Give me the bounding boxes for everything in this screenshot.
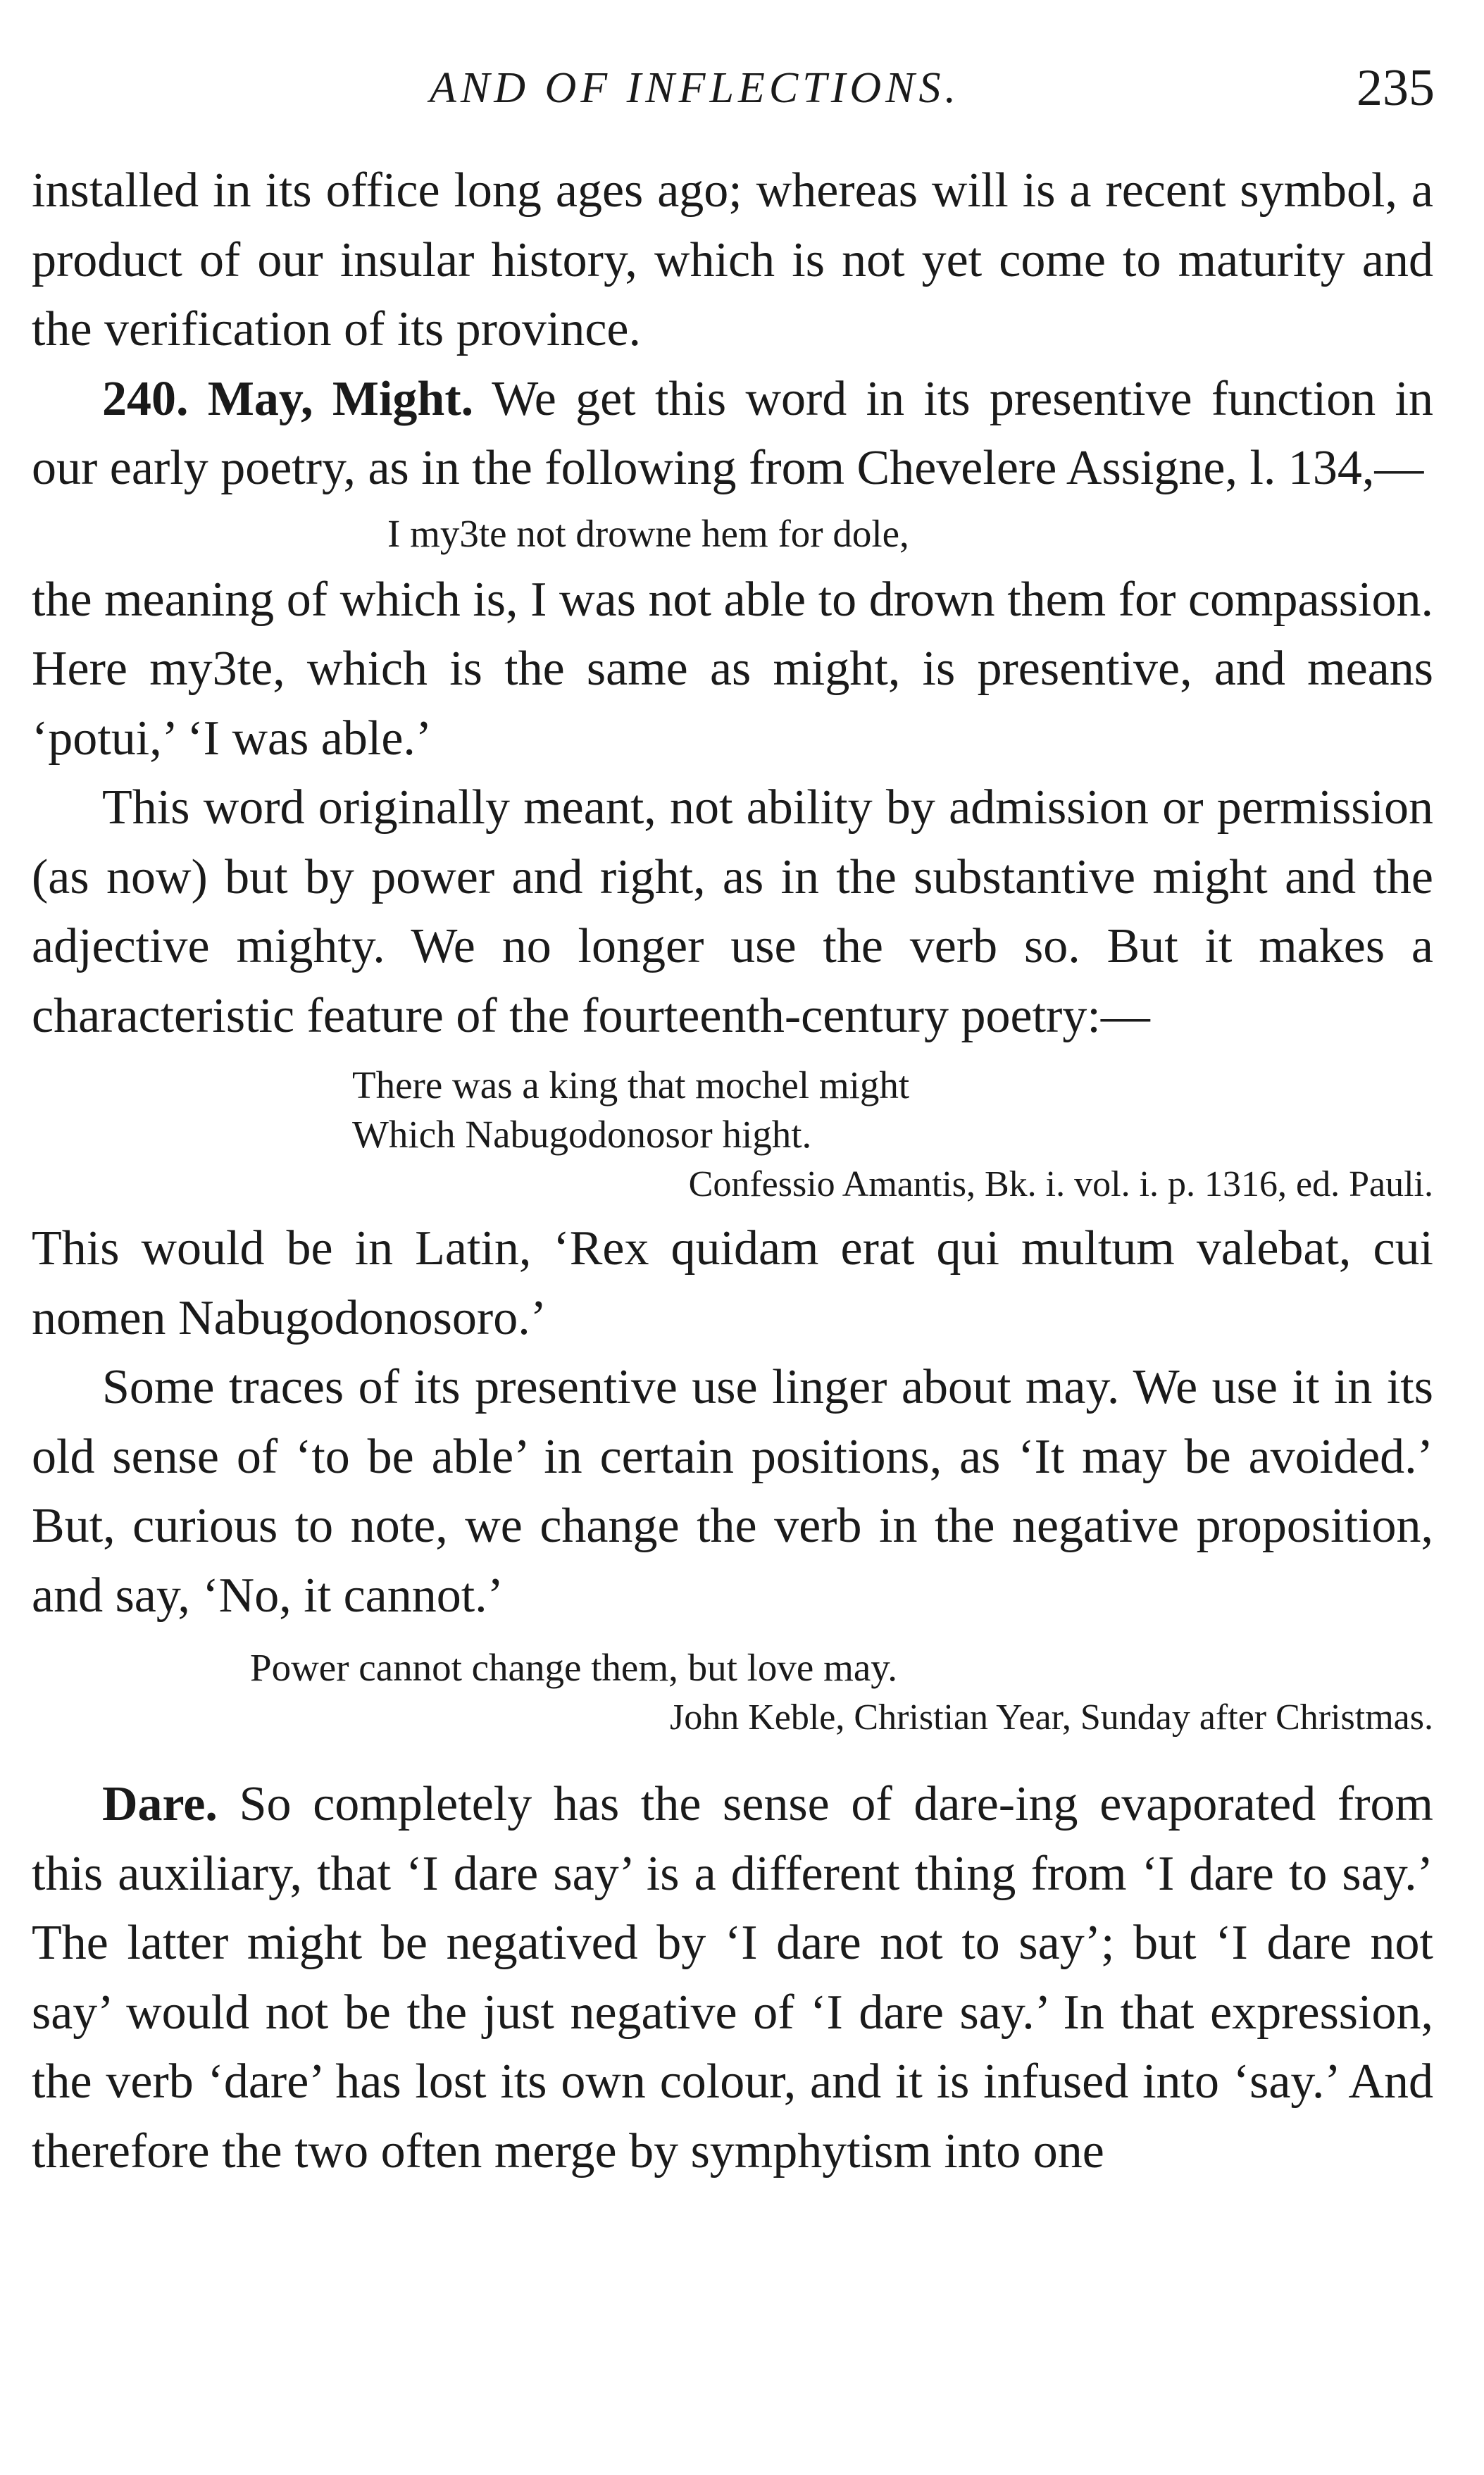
quotation-line-2: Which Nabugodonosor hight.	[352, 1113, 812, 1156]
page-number: 235	[1357, 59, 1435, 117]
page-header	[0, 49, 1484, 127]
paragraph-meaning: the meaning of which is, I was not able to drown them for compassion. Here my3te, which is the same as might, is presentive, and means ‘potui,’ ‘I was able.’	[32, 572, 1433, 766]
quotation-confessio	[32, 1051, 1433, 1159]
citation-confessio: Confessio Amantis, Bk. i. vol. i. p. 1316, ed. Pauli.	[688, 1164, 1433, 1204]
quotation-chevelere: I my3te not drowne hem for dole,	[387, 511, 909, 555]
running-title: AND OF INFLECTIONS.	[430, 64, 960, 112]
section-heading-dare: Dare.	[102, 1777, 218, 1831]
paragraph-continuation: installed in its office long ages ago; whereas will is a recent symbol, a product of our insular history, which is not yet come to maturity and the verification of its province.	[32, 163, 1433, 356]
paragraph-may-might	[32, 365, 1433, 504]
paragraph-dare-text: So completely has the sense of dare-ing evaporated from this auxiliary, that ‘I dare say’ is a different thing from ‘I dare to say.’ The latter might be negatived by ‘I dare not to say’; but ‘I dare not say’ would not be the just negative of ‘I dare say.’ In that expression, the verb ‘dare’ has lost its own colour, and it is infused into ‘say.’ And therefore the two often merge by symphytism into one	[32, 1777, 1433, 2178]
section-heading-may-might: 240. May, Might.	[102, 371, 474, 426]
quotation-keble: Power cannot change them, but love may.	[250, 1646, 897, 1689]
paragraph-latin: This would be in Latin, ‘Rex quidam erat qui multum valebat, cui nomen Nabugodonosoro.’	[32, 1221, 1433, 1345]
paragraph-original-meaning: This word originally meant, not ability by admission or permission (as now) but by power and right, as in the substantive might and the adjective mighty. We no longer use the verb so. But it makes a characteristic feature of the fourteenth-century poetry:—	[32, 780, 1433, 1043]
paragraph-dare	[32, 1770, 1433, 2186]
body-text	[32, 156, 1433, 2186]
quotation-line-1: There was a king that mochel might	[352, 1064, 910, 1106]
paragraph-may-might-text: We get this word in its presentive function in our early poetry, as in the following from Chevelere Assigne, l. 134,—	[32, 371, 1433, 495]
citation-keble: John Keble, Christian Year, Sunday after Christmas.	[669, 1697, 1433, 1738]
paragraph-traces: Some traces of its presentive use linger about may. We use it in its old sense of ‘to be able’ in certain positions, as ‘It may be avoided.’ But, curious to note, we change the verb in the negative proposition, and say, ‘No, it cannot.’	[32, 1360, 1433, 1623]
